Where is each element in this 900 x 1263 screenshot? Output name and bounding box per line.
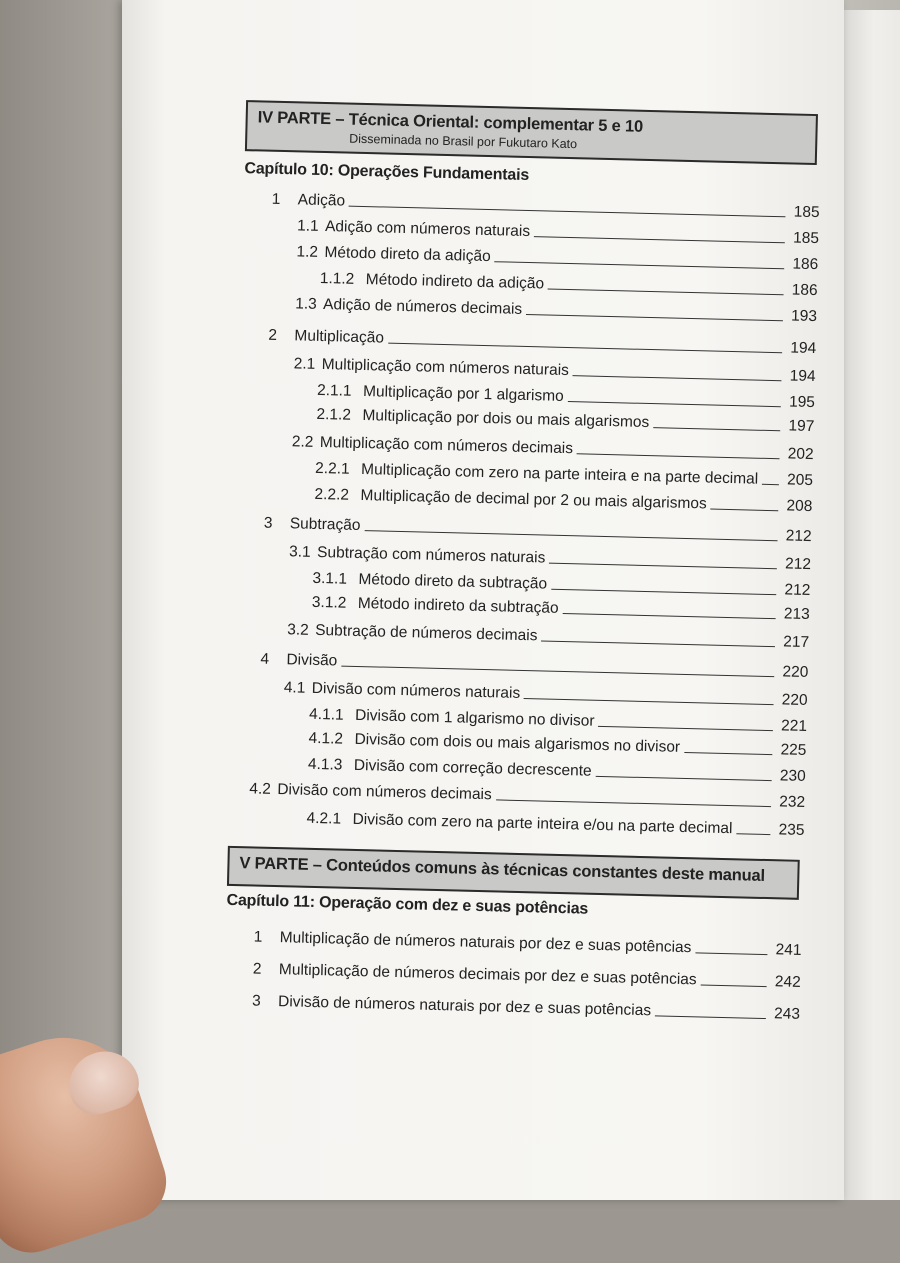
chapter-10-title: Capítulo 10: Operações Fundamentais	[244, 160, 530, 185]
entry-page: 220	[781, 691, 808, 709]
entry-label: Divisão	[286, 651, 338, 670]
entry-label: Método indireto da adição	[365, 271, 545, 293]
entry-number: 2.1	[293, 355, 316, 373]
leader-line	[541, 640, 775, 647]
entry-label: Multiplicação	[294, 327, 385, 347]
entry-number: 4.2	[249, 780, 272, 798]
entry-page: 197	[788, 417, 815, 436]
leader-line	[388, 343, 782, 354]
entry-label: Divisão com números naturais	[311, 679, 521, 702]
entry-label: Subtração de números decimais	[314, 621, 538, 645]
entry-page: 213	[783, 605, 810, 624]
table-of-contents	[107, 0, 858, 1209]
entry-label: Divisão com 1 algarismo no divisor	[354, 706, 595, 730]
leader-line	[655, 1015, 766, 1019]
leader-line	[653, 427, 780, 431]
entry-page: 205	[786, 471, 814, 490]
entry-number: 1	[253, 928, 263, 946]
entry-page: 235	[778, 821, 805, 839]
entry-label: Subtração com números naturais	[316, 543, 546, 567]
entry-page: 186	[791, 281, 818, 300]
entry-number: 2	[252, 960, 262, 978]
entry-page: 194	[789, 367, 816, 386]
entry-number: 3	[263, 514, 273, 532]
entry-page: 212	[785, 527, 812, 546]
entry-page: 221	[780, 717, 808, 735]
entry-number: 3.2	[287, 621, 309, 639]
entry-number: 2.1.2	[316, 405, 352, 424]
entry-page: 225	[780, 741, 807, 759]
entry-page: 243	[773, 1005, 801, 1023]
entry-number: 2.2.1	[314, 459, 350, 478]
leader-line	[496, 799, 771, 807]
entry-label: Multiplicação por 1 algarismo	[362, 383, 564, 405]
leader-line	[495, 261, 785, 269]
entry-number: 4	[260, 650, 270, 668]
entry-page: 232	[779, 793, 806, 811]
entry-page: 185	[793, 203, 820, 222]
leader-line	[595, 776, 771, 781]
entry-number: 2.2.2	[314, 485, 350, 504]
entry-page: 212	[784, 581, 811, 600]
entry-number: 2	[268, 326, 278, 344]
leader-line	[524, 698, 773, 705]
entry-number: 2.2	[291, 433, 314, 451]
entry-page: 242	[774, 973, 801, 991]
toc-entry	[252, 989, 800, 1024]
leader-line	[549, 563, 777, 570]
leader-line	[568, 401, 781, 407]
entry-label: Divisão com números decimais	[277, 781, 492, 804]
part-iv-title: IV PARTE – Técnica Oriental: complementar 5 e 10	[257, 108, 644, 136]
entry-number: 1.1	[296, 217, 319, 235]
entry-number: 3.1.2	[311, 593, 347, 612]
entry-number: 2.1.1	[316, 381, 352, 400]
leader-line	[684, 752, 772, 755]
entry-number: 3.1	[288, 543, 311, 561]
leader-line	[762, 484, 779, 485]
entry-label: Método indireto da subtração	[357, 594, 559, 617]
entry-label: Adição de números decimais	[322, 296, 523, 318]
entry-label: Multiplicação de números decimais por dez e suas potências	[278, 961, 697, 989]
entry-page: 212	[784, 555, 812, 574]
entry-page: 230	[779, 767, 806, 785]
leader-line	[364, 530, 777, 541]
leader-line	[548, 289, 784, 296]
entry-number: 4.1.3	[307, 755, 343, 774]
entry-page: 217	[782, 633, 810, 652]
entry-number: 1.3	[294, 295, 317, 313]
entry-label: Divisão de números naturais por dez e suas potências	[277, 993, 652, 1020]
leader-line	[562, 613, 775, 619]
entry-label: Divisão com dois ou mais algarismos no divisor	[354, 730, 681, 756]
entry-number: 4.1	[283, 679, 306, 697]
entry-number: 3.1.1	[312, 569, 348, 588]
leader-line	[573, 375, 782, 381]
entry-page: 185	[792, 229, 820, 248]
entry-label: Multiplicação com números naturais	[321, 356, 570, 380]
entry-page: 195	[788, 393, 816, 412]
entry-number: 4.1.1	[308, 705, 344, 724]
entry-label: Multiplicação com números decimais	[319, 433, 574, 458]
leader-line	[711, 509, 779, 512]
entry-label: Multiplicação com zero na parte inteira e na parte decimal	[360, 461, 759, 488]
toc-entry	[253, 957, 801, 992]
entry-label: Método direto da subtração	[358, 570, 548, 593]
entry-label: Divisão com zero na parte inteira e/ou na parte decimal	[352, 810, 733, 838]
leader-line	[551, 589, 776, 596]
part-iv-header	[245, 100, 818, 165]
entry-page: 241	[775, 941, 802, 959]
entry-label: Multiplicação de números naturais por dez e suas potências	[279, 929, 692, 957]
leader-line	[695, 952, 767, 955]
entry-number: 3	[251, 992, 261, 1010]
toc-entry	[253, 925, 801, 960]
leader-line	[577, 453, 780, 459]
entry-page: 208	[786, 497, 813, 516]
entry-page: 220	[782, 663, 809, 681]
entry-label: Multiplicação de decimal por 2 ou mais algarismos	[360, 487, 707, 513]
book-page	[122, 0, 844, 1200]
leader-line	[526, 314, 783, 321]
entry-label: Divisão com correção decrescente	[353, 756, 592, 780]
leader-line	[534, 236, 785, 243]
entry-number: 4.1.2	[308, 729, 344, 748]
leader-line	[701, 984, 767, 987]
entry-page: 193	[790, 307, 818, 326]
chapter-11-title: Capítulo 11: Operação com dez e suas potências	[226, 891, 589, 918]
leader-line	[598, 726, 772, 731]
part-v-header	[227, 846, 800, 900]
entry-number: 4.2.1	[306, 809, 342, 828]
toc-entry	[287, 617, 809, 652]
entry-page: 202	[787, 445, 814, 464]
entry-label: Método direto da adição	[324, 244, 491, 266]
entry-label: Subtração	[289, 515, 361, 535]
part-iv-subtitle: Disseminada no Brasil por Fukutaro Kato	[349, 131, 578, 152]
entry-number: 1	[271, 190, 281, 208]
toc-entry	[306, 806, 804, 840]
entry-label: Adição com números naturais	[324, 218, 531, 241]
part-v-title: V PARTE – Conteúdos comuns às técnicas constantes deste manual	[239, 854, 766, 885]
entry-page: 186	[792, 255, 819, 274]
entry-label: Adição	[297, 191, 346, 210]
entry-page: 194	[790, 339, 817, 358]
leader-line	[736, 833, 770, 835]
entry-number: 1.2	[296, 243, 319, 261]
leader-line	[341, 666, 774, 678]
entry-number: 1.1.2	[319, 269, 355, 288]
entry-label: Multiplicação por dois ou mais algarismos	[362, 407, 650, 432]
